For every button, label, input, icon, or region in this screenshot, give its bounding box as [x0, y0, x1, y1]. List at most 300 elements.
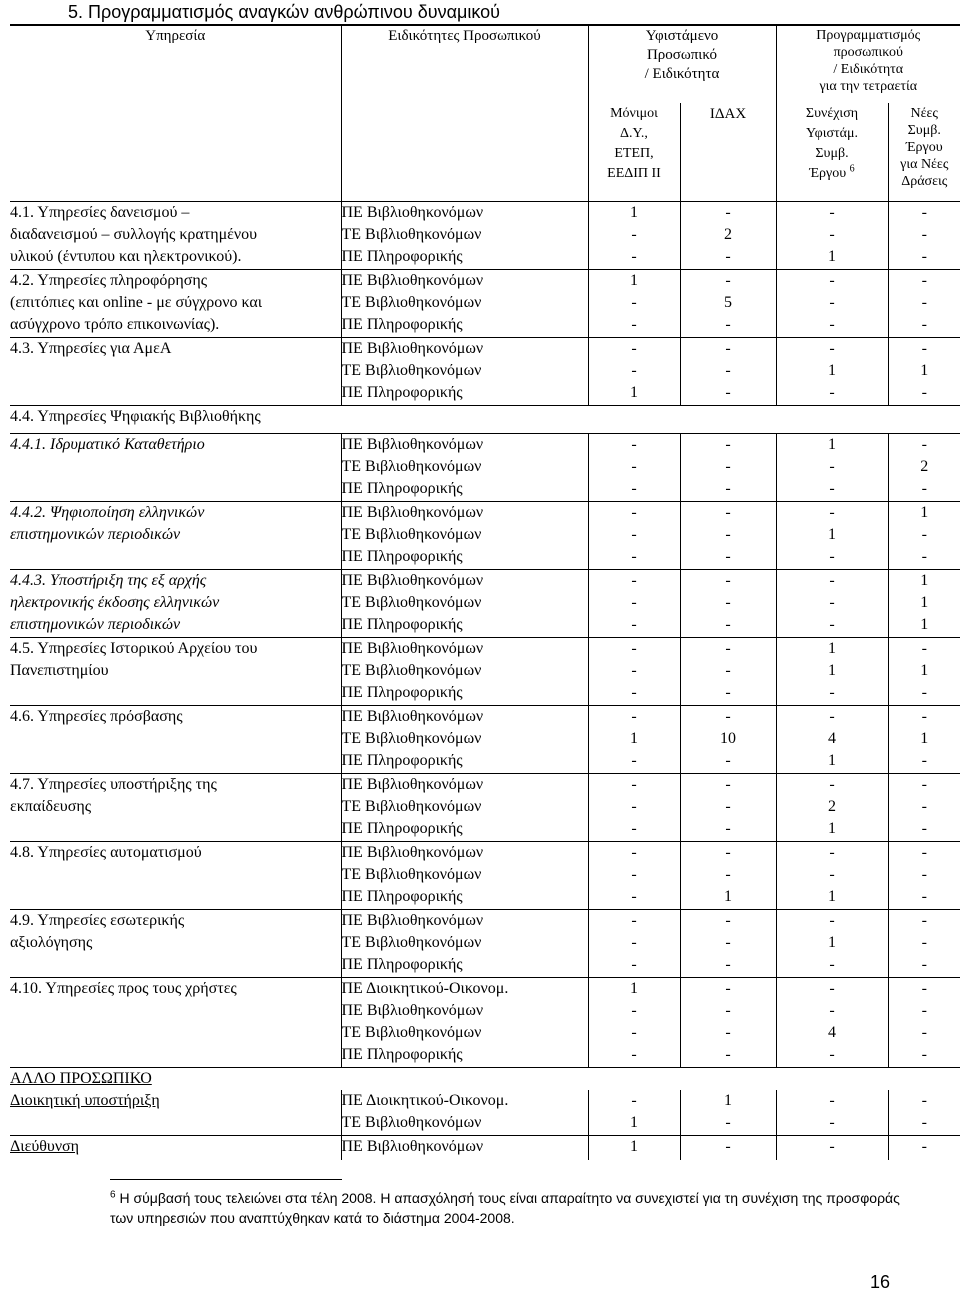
idax-count: -: [725, 361, 731, 379]
service-name: [10, 1090, 341, 1136]
continuation-count-cell: [776, 501, 888, 569]
new-contract-count: -: [921, 1023, 927, 1041]
footnote-marker: 6: [110, 1189, 116, 1201]
idax-count: -: [725, 1113, 731, 1131]
continuation-count: -: [829, 293, 835, 311]
permanent-count: 1: [630, 383, 638, 401]
specialty-cell: [341, 501, 588, 569]
table-row: [10, 433, 960, 501]
specialty: ΠΕ Βιβλιοθηκονόμων: [341, 639, 484, 657]
permanent-count: -: [631, 315, 637, 333]
permanent-count: 1: [630, 271, 638, 289]
permanent-count: -: [631, 1091, 637, 1109]
idax-count: -: [725, 933, 731, 951]
continuation-count: 1: [828, 361, 836, 379]
permanent-count: -: [631, 361, 637, 379]
permanent-count-cell: [588, 1090, 680, 1136]
new-contract-count: 1: [920, 361, 929, 379]
new-contract-count-cell: [888, 909, 960, 977]
permanent-count-cell: [588, 433, 680, 501]
permanent-count-cell: [588, 501, 680, 569]
permanent-count: -: [631, 683, 637, 701]
specialty: ΤΕ Βιβλιοθηκονόμων: [341, 361, 482, 379]
table-row: [10, 773, 960, 841]
new-contract-count-cell: [888, 705, 960, 773]
continuation-count: -: [829, 315, 835, 333]
idax-count: -: [725, 479, 731, 497]
specialty: ΤΕ Βιβλιοθηκονόμων: [341, 1113, 482, 1131]
permanent-count: -: [631, 797, 637, 815]
permanent-count-cell: [588, 773, 680, 841]
new-contract-count-cell: [888, 501, 960, 569]
new-contract-count: -: [921, 797, 927, 815]
continuation-count-cell: [776, 433, 888, 501]
permanent-count: -: [631, 933, 637, 951]
idax-count: -: [725, 843, 731, 861]
idax-count: 10: [720, 729, 736, 747]
permanent-count-cell: [588, 977, 680, 1067]
permanent-count: -: [631, 775, 637, 793]
continuation-count-cell: [776, 269, 888, 337]
specialty: ΤΕ Βιβλιοθηκονόμων: [341, 525, 482, 543]
specialty: ΠΕ Βιβλιοθηκονόμων: [341, 339, 484, 357]
continuation-count: -: [829, 271, 835, 289]
service-name: [10, 1136, 341, 1160]
idax-count: -: [725, 911, 731, 929]
specialty: ΠΕ Βιβλιοθηκονόμων: [341, 435, 484, 453]
new-contract-count-cell: [888, 773, 960, 841]
idax-count-cell: [680, 909, 776, 977]
specialty: ΠΕ Πληροφορικής: [341, 683, 463, 701]
new-contract-count: -: [921, 887, 927, 905]
table-row: [10, 501, 960, 569]
specialty: ΠΕ Πληροφορικής: [341, 383, 463, 401]
specialty-cell: [341, 337, 588, 405]
continuation-count: -: [829, 707, 835, 725]
continuation-count: 4: [828, 729, 836, 747]
table-row: [10, 705, 960, 773]
permanent-count: -: [631, 707, 637, 725]
continuation-count: 1: [828, 639, 836, 657]
permanent-count: -: [631, 911, 637, 929]
new-contract-count: -: [921, 1138, 927, 1155]
idax-count-cell: [680, 1136, 776, 1160]
specialty-cell: [341, 1090, 588, 1136]
new-contract-count-cell: [888, 569, 960, 637]
permanent-count: -: [631, 843, 637, 861]
new-contract-count: 1: [920, 503, 929, 521]
service-line: ασύγχρονο τρόπο επικοινωνίας).: [10, 315, 220, 333]
idax-count: -: [725, 683, 731, 701]
continuation-count: 2: [828, 797, 836, 815]
new-contract-count: -: [921, 479, 927, 497]
specialty: ΠΕ Πληροφορικής: [341, 547, 463, 565]
specialty-cell: [341, 569, 588, 637]
new-contract-count: -: [921, 1045, 927, 1063]
service-line: εκπαίδευσης: [10, 797, 92, 815]
idax-count-cell: [680, 637, 776, 705]
permanent-count: -: [631, 479, 637, 497]
new-contract-count: -: [921, 1113, 927, 1131]
table-row: [10, 337, 960, 405]
specialty: ΠΕ Πληροφορικής: [341, 955, 463, 973]
permanent-count: -: [631, 1045, 637, 1063]
continuation-count: -: [829, 955, 835, 973]
permanent-count: -: [631, 955, 637, 973]
idax-count: -: [725, 639, 731, 657]
idax-count: -: [725, 247, 731, 265]
table-row: [10, 405, 960, 433]
specialty: ΤΕ Βιβλιοθηκονόμων: [341, 797, 482, 815]
service-line: 4.10. Υπηρεσίες προς τους χρήστες: [10, 979, 237, 997]
table-header: [10, 25, 960, 201]
new-contract-count: -: [921, 911, 927, 929]
specialty: ΠΕ Βιβλιοθηκονόμων: [341, 1001, 484, 1019]
header-permanent: Μόνιμοι Δ.Υ., ΕΤΕΠ, ΕΕΔΙΠ ΙΙ: [588, 103, 680, 201]
service-line: επιστημονικών περιοδικών: [10, 525, 181, 543]
specialty: ΠΕ Διοικητικού-Οικονομ.: [341, 1091, 509, 1109]
specialty-cell: [341, 637, 588, 705]
new-contract-count: -: [921, 225, 927, 243]
idax-count-cell: [680, 1090, 776, 1136]
permanent-count: -: [631, 503, 637, 521]
new-contract-count: -: [921, 979, 927, 997]
service-line: ΑΛΛΟ ΠΡΟΣΩΠΙΚΟ: [10, 1069, 152, 1087]
permanent-count: 1: [630, 1113, 638, 1131]
continuation-count: -: [829, 383, 835, 401]
table-row: [10, 841, 960, 909]
permanent-count-cell: [588, 201, 680, 269]
idax-count: -: [725, 615, 731, 633]
permanent-count-cell: [588, 1136, 680, 1160]
specialty: ΠΕ Βιβλιοθηκονόμων: [341, 1138, 484, 1155]
service-name: [10, 201, 341, 269]
permanent-count-cell: [588, 705, 680, 773]
table-row: [10, 1136, 960, 1160]
permanent-count: -: [631, 751, 637, 769]
service-line: 4.9. Υπηρεσίες εσωτερικής: [10, 911, 185, 929]
specialty: ΠΕ Βιβλιοθηκονόμων: [341, 571, 484, 589]
service-name: [10, 841, 341, 909]
new-contract-count: -: [921, 383, 927, 401]
service-name: [10, 569, 341, 637]
idax-count: -: [725, 1001, 731, 1019]
new-contract-count-cell: [888, 1090, 960, 1136]
permanent-count: -: [631, 615, 637, 633]
idax-count-cell: [680, 433, 776, 501]
idax-count: -: [725, 547, 731, 565]
specialty-cell: [341, 1136, 588, 1160]
permanent-count: -: [631, 225, 637, 243]
continuation-count: -: [829, 547, 835, 565]
permanent-count: -: [631, 457, 637, 475]
service-line: αξιολόγησης: [10, 933, 93, 951]
new-contract-count: -: [921, 707, 927, 725]
continuation-count: 1: [828, 661, 836, 679]
new-contract-count: -: [921, 683, 927, 701]
specialty: ΤΕ Βιβλιοθηκονόμων: [341, 865, 482, 883]
specialty: ΤΕ Βιβλιοθηκονόμων: [341, 457, 482, 475]
service-line: Διεύθυνση: [10, 1138, 80, 1155]
idax-count: -: [725, 979, 731, 997]
idax-count: -: [725, 457, 731, 475]
new-contract-count: -: [921, 843, 927, 861]
specialty: ΤΕ Βιβλιοθηκονόμων: [341, 225, 482, 243]
continuation-count: -: [829, 683, 835, 701]
continuation-count: 1: [828, 887, 836, 905]
table-row: [10, 1067, 960, 1090]
new-contract-count: -: [921, 525, 927, 543]
specialty-cell: [341, 201, 588, 269]
continuation-count-cell: [776, 705, 888, 773]
permanent-count: -: [631, 247, 637, 265]
idax-count: -: [725, 707, 731, 725]
new-contract-count: 1: [920, 661, 929, 679]
service-line: επιστημονικών περιοδικών: [10, 615, 181, 633]
specialty: ΠΕ Διοικητικού-Οικονομ.: [341, 979, 509, 997]
new-contract-count: -: [921, 547, 927, 565]
continuation-count: 1: [828, 819, 836, 837]
continuation-count: -: [829, 571, 835, 589]
table-row: [10, 201, 960, 269]
permanent-count-cell: [588, 909, 680, 977]
header-new-contracts: Νέες Συμβ. Έργου για Νέες Δράσεις: [888, 103, 960, 201]
new-contract-count-cell: [888, 841, 960, 909]
idax-count: -: [725, 661, 731, 679]
permanent-count: -: [631, 661, 637, 679]
permanent-count-cell: [588, 569, 680, 637]
continuation-count-cell: [776, 773, 888, 841]
service-line: 4.2. Υπηρεσίες πληροφόρησης: [10, 271, 208, 289]
permanent-count-cell: [588, 269, 680, 337]
new-contract-count: -: [921, 933, 927, 951]
table-row: [10, 977, 960, 1067]
new-contract-count: -: [921, 435, 927, 453]
new-contract-count: 2: [920, 457, 929, 475]
specialty: ΠΕ Πληροφορικής: [341, 315, 463, 333]
continuation-count: -: [829, 1001, 835, 1019]
service-name: [10, 433, 341, 501]
service-line: 4.4.1. Ιδρυματικό Καταθετήριο: [10, 435, 205, 453]
new-contract-count: -: [921, 955, 927, 973]
service-line: 4.4. Υπηρεσίες Ψηφιακής Βιβλιοθήκης: [10, 407, 261, 425]
specialty: ΠΕ Βιβλιοθηκονόμων: [341, 775, 484, 793]
permanent-count: -: [631, 571, 637, 589]
idax-count: -: [725, 271, 731, 289]
idax-count: -: [725, 383, 731, 401]
idax-count: -: [725, 503, 731, 521]
idax-count: -: [725, 339, 731, 357]
permanent-count: 1: [630, 979, 638, 997]
specialty-cell: [341, 977, 588, 1067]
new-contract-count: -: [921, 819, 927, 837]
continuation-count: 4: [828, 1023, 836, 1041]
specialty: ΠΕ Πληροφορικής: [341, 751, 463, 769]
new-contract-count: -: [921, 775, 927, 793]
continuation-count: 1: [828, 247, 836, 265]
permanent-count: -: [631, 593, 637, 611]
idax-count: 1: [724, 887, 732, 905]
table-row: [10, 1090, 960, 1136]
idax-count: -: [725, 203, 731, 221]
page-title: 5. Προγραμματισμός αναγκών ανθρώπινου δυναμικού: [68, 2, 500, 22]
new-contract-count: -: [921, 203, 927, 221]
header-service: Υπηρεσία: [145, 28, 206, 44]
continuation-count: -: [829, 775, 835, 793]
footnote-text: Η σύμβασή τους τελειώνει στα τέλη 2008. Η απασχόλησή τους είναι απαραίτητο να συνεχιστεί για τη συνέχιση της προσφοράς των υπηρεσιών που αναπτύχθηκαν κατά το διάστημα 2004-2008.: [110, 1190, 900, 1226]
idax-count-cell: [680, 705, 776, 773]
permanent-count: -: [631, 1023, 637, 1041]
idax-count-cell: [680, 201, 776, 269]
service-line: υλικού (έντυπου και ηλεκτρονικού).: [10, 247, 242, 265]
continuation-count: 1: [828, 525, 836, 543]
service-name: [10, 909, 341, 977]
staffing-table: [10, 25, 960, 1160]
specialty: ΤΕ Βιβλιοθηκονόμων: [341, 593, 482, 611]
service-line: 4.6. Υπηρεσίες πρόσβασης: [10, 707, 183, 725]
permanent-count: -: [631, 1001, 637, 1019]
new-contract-count: -: [921, 1001, 927, 1019]
service-name: [10, 405, 960, 433]
specialty: ΠΕ Πληροφορικής: [341, 479, 463, 497]
permanent-count-cell: [588, 637, 680, 705]
service-name: [10, 637, 341, 705]
continuation-count: -: [829, 479, 835, 497]
service-line: Πανεπιστημίου: [10, 661, 109, 679]
new-contract-count: 1: [920, 615, 929, 633]
header-planning: Προγραμματισμός προσωπικού / Ειδικότητα για την τετραετία: [776, 25, 960, 103]
service-line: 4.1. Υπηρεσίες δανεισμού –: [10, 203, 190, 221]
idax-count: -: [725, 751, 731, 769]
service-name: [10, 337, 341, 405]
continuation-count: -: [829, 225, 835, 243]
service-line: 4.8. Υπηρεσίες αυτοματισμού: [10, 843, 202, 861]
new-contract-count: -: [921, 865, 927, 883]
permanent-count: -: [631, 525, 637, 543]
continuation-count-cell: [776, 637, 888, 705]
continuation-count: 1: [828, 435, 836, 453]
idax-count: -: [725, 955, 731, 973]
idax-count-cell: [680, 841, 776, 909]
specialty-cell: [341, 909, 588, 977]
specialty: ΠΕ Βιβλιοθηκονόμων: [341, 843, 484, 861]
permanent-count: 1: [630, 729, 638, 747]
idax-count: -: [725, 1045, 731, 1063]
permanent-count: 1: [630, 203, 638, 221]
specialty-cell: [341, 841, 588, 909]
new-contract-count: 1: [920, 571, 929, 589]
continuation-count-cell: [776, 909, 888, 977]
service-name: [10, 269, 341, 337]
idax-count: -: [725, 1138, 731, 1155]
idax-count-cell: [680, 569, 776, 637]
idax-count-cell: [680, 337, 776, 405]
continuation-count: -: [829, 503, 835, 521]
specialty-cell: [341, 269, 588, 337]
continuation-count-cell: [776, 569, 888, 637]
table-body: [10, 201, 960, 1160]
service-line: 4.3. Υπηρεσίες για ΑμεΑ: [10, 339, 172, 357]
new-contract-count: -: [921, 293, 927, 311]
continuation-count: -: [829, 203, 835, 221]
continuation-count-cell: [776, 337, 888, 405]
continuation-count: -: [829, 843, 835, 861]
continuation-count: -: [829, 457, 835, 475]
service-name: [10, 705, 341, 773]
idax-count: 1: [724, 1091, 732, 1109]
specialty: ΤΕ Βιβλιοθηκονόμων: [341, 1023, 482, 1041]
idax-count: 5: [724, 293, 732, 311]
idax-count-cell: [680, 977, 776, 1067]
new-contract-count-cell: [888, 977, 960, 1067]
new-contract-count: -: [921, 1091, 927, 1109]
idax-count: -: [725, 865, 731, 883]
specialty: ΠΕ Βιβλιοθηκονόμων: [341, 271, 484, 289]
service-line: 4.5. Υπηρεσίες Ιστορικού Αρχείου του: [10, 639, 258, 657]
new-contract-count: -: [921, 339, 927, 357]
permanent-count-cell: [588, 337, 680, 405]
continuation-count-cell: [776, 841, 888, 909]
header-continuation: Συνέχιση Υφιστάμ. Συμβ. Έργου $^6$: [776, 103, 888, 201]
new-contract-count: -: [921, 639, 927, 657]
new-contract-count: -: [921, 247, 927, 265]
specialty: ΠΕ Βιβλιοθηκονόμων: [341, 707, 484, 725]
specialty: ΤΕ Βιβλιοθηκονόμων: [341, 933, 482, 951]
service-line: 4.7. Υπηρεσίες υποστήριξης της: [10, 775, 217, 793]
specialty: ΠΕ Βιβλιοθηκονόμων: [341, 911, 484, 929]
service-line: Διοικητική υποστήριξη: [10, 1091, 160, 1109]
permanent-count: -: [631, 819, 637, 837]
new-contract-count: 1: [920, 593, 929, 611]
new-contract-count-cell: [888, 201, 960, 269]
new-contract-count-cell: [888, 637, 960, 705]
permanent-count: -: [631, 865, 637, 883]
permanent-count: -: [631, 547, 637, 565]
page-number: 16: [870, 1272, 891, 1292]
footnote-rule: [110, 1179, 342, 1180]
table-row: [10, 269, 960, 337]
service-line: ηλεκτρονικής έκδοσης ελληνικών: [10, 593, 220, 611]
idax-count: -: [725, 775, 731, 793]
header-existing-staff: Υφιστάμενο Προσωπικό / Ειδικότητα: [588, 25, 776, 103]
idax-count: 2: [724, 225, 732, 243]
specialty-cell: [341, 705, 588, 773]
idax-count: -: [725, 1023, 731, 1041]
specialty: ΠΕ Βιβλιοθηκονόμων: [341, 203, 484, 221]
idax-count-cell: [680, 269, 776, 337]
continuation-count: -: [829, 339, 835, 357]
service-name: [10, 501, 341, 569]
specialty: ΤΕ Βιβλιοθηκονόμων: [341, 729, 482, 747]
continuation-count: -: [829, 1091, 835, 1109]
new-contract-count: -: [921, 751, 927, 769]
continuation-count-cell: [776, 1136, 888, 1160]
new-contract-count: -: [921, 315, 927, 333]
idax-count: -: [725, 435, 731, 453]
specialty: ΤΕ Βιβλιοθηκονόμων: [341, 293, 482, 311]
continuation-count: -: [829, 911, 835, 929]
permanent-count: -: [631, 339, 637, 357]
specialty: ΠΕ Πληροφορικής: [341, 887, 463, 905]
service-line: 4.4.2. Ψηφιοποίηση ελληνικών: [10, 503, 205, 521]
idax-count: -: [725, 797, 731, 815]
idax-count: -: [725, 819, 731, 837]
permanent-count-cell: [588, 841, 680, 909]
permanent-count: -: [631, 887, 637, 905]
idax-count: -: [725, 525, 731, 543]
specialty: ΠΕ Πληροφορικής: [341, 819, 463, 837]
continuation-count: 1: [828, 751, 836, 769]
